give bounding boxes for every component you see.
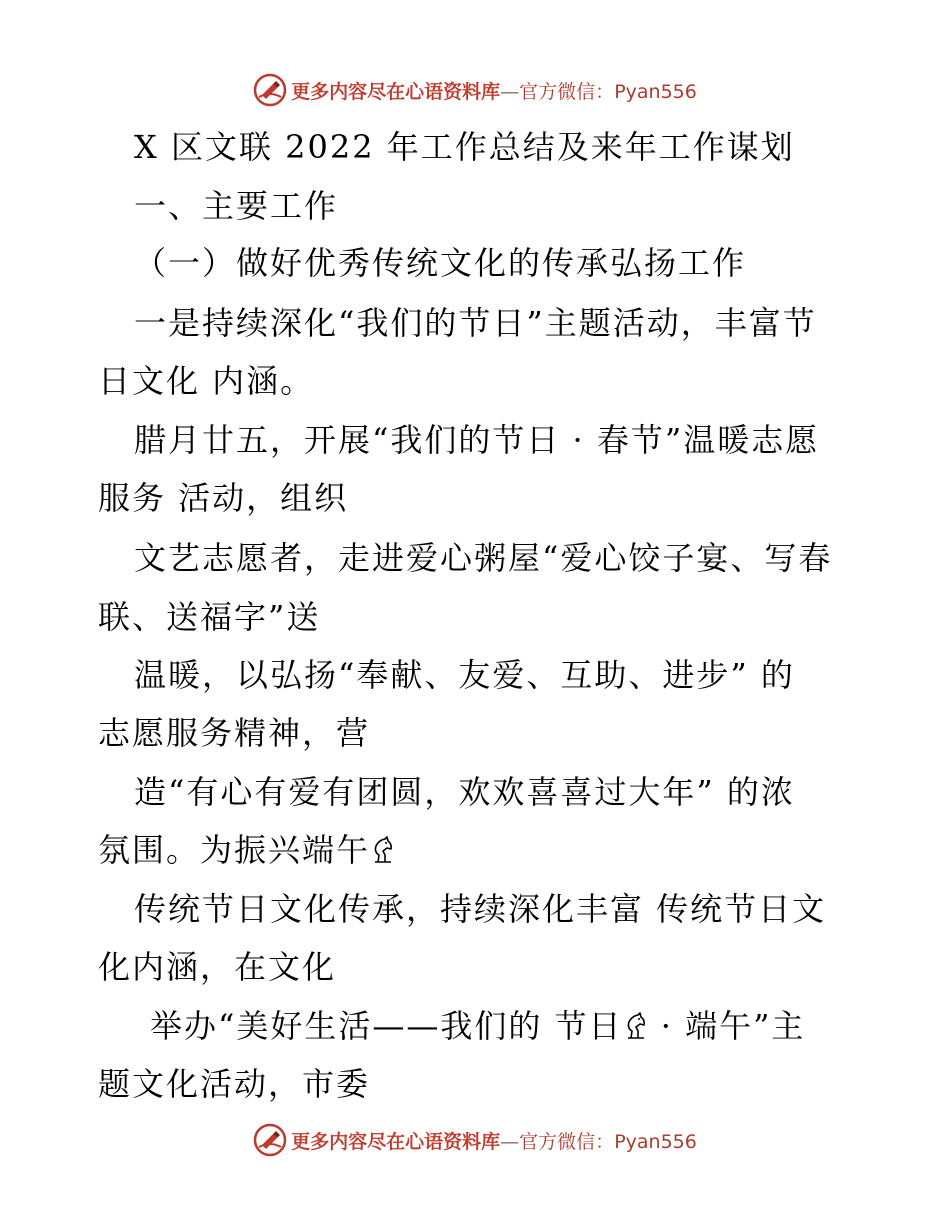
document-title: X 区文联 2022 年工作总结及来年工作谋划: [134, 128, 795, 166]
book-pen-logo-icon: [253, 1123, 287, 1157]
paragraph-line: 文艺志愿者，走进爱心粥屋“爱心饺子宴、写春: [134, 539, 833, 577]
paragraph-line: 联、送福字”送: [98, 598, 321, 636]
paragraph-line: 题文化活动，市委: [98, 1065, 371, 1103]
book-pen-logo-icon: [253, 73, 287, 107]
paragraph-line: 化内涵，在文化: [98, 948, 337, 986]
horse-glyph-icon: [623, 1011, 649, 1041]
watermark-text: 更多内容尽在心语资料库—官方微信：Pyan556: [291, 80, 697, 103]
watermark-banner-bottom: [0, 1120, 950, 1160]
section-heading: 一、主要工作: [134, 187, 339, 225]
paragraph-line: 造“有心有爱有团圆，欢欢喜喜过大年” 的浓: [134, 773, 795, 811]
paragraph-line: 传统节日文化传承，持续深化丰富 传统节日文: [134, 890, 827, 928]
watermark-text: 更多内容尽在心语资料库—官方微信：Pyan556: [291, 1130, 697, 1153]
watermark-banner-top: [0, 70, 950, 110]
horse-glyph-icon: [370, 835, 396, 865]
paragraph-line: 日文化 内涵。: [98, 362, 315, 400]
paragraph-line: 腊月廿五，开展“我们的节日 · 春节”温暖志愿: [134, 421, 820, 459]
subsection-heading: （一）做好优秀传统文化的传承弘扬工作: [134, 244, 747, 282]
paragraph-line: 服务 活动，组织: [98, 479, 349, 517]
paragraph-line: 一是持续深化“我们的节日”主题活动，丰富节: [134, 304, 817, 342]
paragraph-line: 志愿服务精神，营: [98, 714, 371, 752]
paragraph-line: 温暖，以弘扬“奉献、友爱、互助、进步” 的: [134, 656, 795, 694]
paragraph-line: 氛围。为振兴端午: [98, 830, 396, 870]
paragraph-line: 举办“美好生活——我们的 节日 · 端午”主: [150, 1007, 806, 1045]
